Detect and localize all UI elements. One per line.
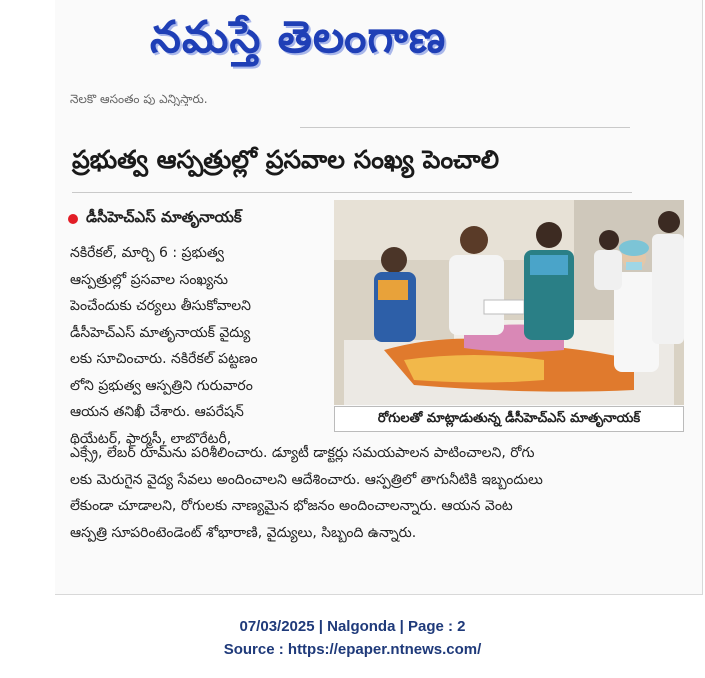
body-line: లకు సూచించారు. నకిరేకల్ పట్టణం <box>70 351 258 367</box>
photo-caption: రోగులతో మాట్లాడుతున్న డీసీహెచ్ఎస్ మాతృనాయక్ <box>334 406 684 432</box>
article-photo <box>334 200 684 405</box>
body-line: ఆయన తనిఖీ చేశారు. ఆపరేషన్ <box>70 404 244 420</box>
body-line: ఆస్పత్రుల్లో ప్రసవాల సంఖ్యను <box>70 271 228 288</box>
body-line: లకు మెరుగైన వైద్య సేవలు అందించాలని ఆదేశించారు. ఆస్పత్రిలో తాగునీటికి ఇబ్బందులు <box>70 471 543 488</box>
divider-top <box>300 127 630 128</box>
bullet-dot-icon <box>68 214 78 224</box>
body-line: లేకుండా చూడాలని, రోగులకు నాణ్యమైన భోజనం అందించాలన్నారు. ఆయన వెంట <box>70 498 513 514</box>
article-body-full-width <box>70 440 685 546</box>
footer-date-edition: 07/03/2025 | Nalgonda | Page : 2 <box>239 618 466 635</box>
body-line: లోని ప్రభుత్వ ఆస్పత్రిని గురువారం <box>70 377 253 394</box>
footer-source: Source : https://epaper.ntnews.com/ <box>223 641 482 658</box>
body-line: నకిరేకల్, మార్చి 6 : ప్రభుత్వ <box>70 245 225 261</box>
body-line: థియేటర్, ఫార్మసీ, లాబొరేటరీ, <box>70 430 232 447</box>
body-line: ఆస్పత్రి సూపరింటెండెంట్ శోభారాణి, వైద్యులు, సిబ్బంది ఉన్నారు. <box>70 524 417 541</box>
article-headline: ప్రభుత్వ ఆస్పత్రుల్లో ప్రసవాల సంఖ్య పెంచాలి <box>72 145 500 174</box>
truncated-previous-text: నెలకొ ఆసంతం పు ఎన్నిస్తారు. <box>70 92 208 106</box>
article-body-column <box>70 240 325 452</box>
body-line: డీసీహెచ్ఎస్ మాతృనాయక్ వైద్యు <box>70 324 251 341</box>
divider-headline <box>72 192 632 193</box>
article-byline <box>68 208 328 230</box>
body-line: ఎక్స్రే, లేబర్ రూమ్‌ను పరిశీలించారు. డ్యూటీ డాక్టర్లు సమయపాలన పాటించాలని, రోగు <box>70 445 535 461</box>
newspaper-masthead: నమస్తే తెలంగాణ <box>150 12 447 63</box>
byline-text: డీసీహెచ్ఎస్ మాతృనాయక్ <box>86 208 242 226</box>
body-line: పెంచేందుకు చర్యలు తీసుకోవాలని <box>70 298 252 314</box>
